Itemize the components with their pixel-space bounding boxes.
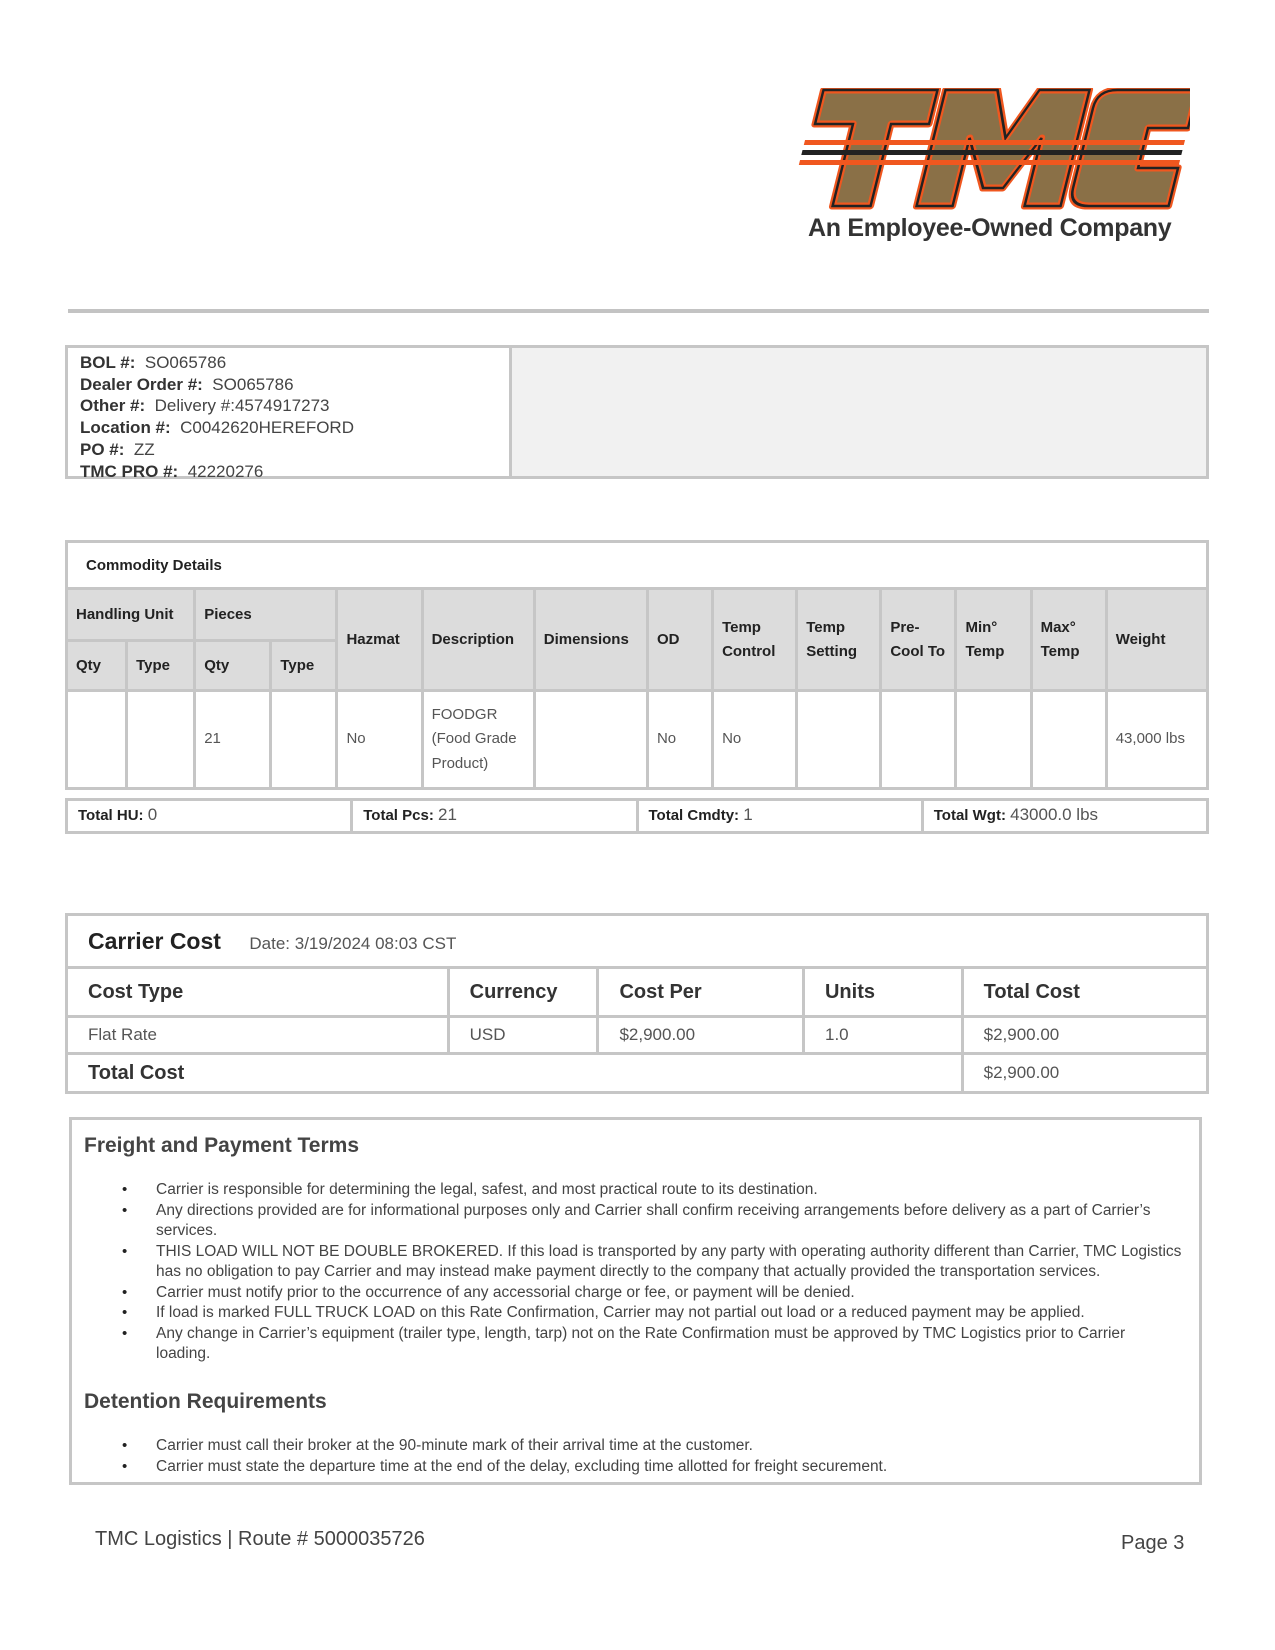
header-divider [68, 309, 1209, 313]
th-pc-type: Type [271, 641, 337, 691]
cost-per-value: $2,900.00 [598, 1017, 804, 1054]
ref-bol: BOL #: SO065786 [80, 353, 227, 372]
cell-temp-setting [797, 691, 881, 789]
th-hu-qty: Qty [67, 641, 127, 691]
cell-pc-type [271, 691, 337, 789]
cost-row [67, 1017, 1208, 1054]
carrier-cost-table [65, 913, 1209, 1094]
commodity-row [67, 691, 1208, 789]
freight-term-item: • Any change in Carrier’s equipment (trailer type, length, tarp) not on the Rate Confirmation must be approved by TMC Logistics prior to Carrier loading. [72, 1324, 1182, 1365]
cell-min-temp [956, 691, 1031, 789]
footer-route: TMC Logistics | Route # 5000035726 [95, 1528, 425, 1550]
cell-hu-qty [67, 691, 127, 789]
carrier-cost-title: Carrier Cost [88, 927, 221, 954]
grand-total-label: Total Cost [67, 1054, 963, 1093]
cell-hu-type [127, 691, 195, 789]
cell-pre-cool [881, 691, 956, 789]
detention-item: • Carrier must call their broker at the 90-minute mark of their arrival time at the customer. [72, 1436, 1182, 1457]
commodity-table [65, 540, 1209, 790]
total-cmdty: Total Cmdty: 1 [639, 801, 924, 831]
cell-description: FOODGR (Food Grade Product) [422, 691, 534, 789]
freight-term-item: • Carrier must notify prior to the occurrence of any accessorial charge or fee, or payment will be denied. [72, 1283, 1182, 1304]
detention-title: Detention Requirements [84, 1390, 327, 1413]
grand-total-value: $2,900.00 [962, 1054, 1207, 1093]
th-weight: Weight [1106, 589, 1207, 691]
reference-list [68, 348, 512, 481]
th-od: OD [647, 589, 712, 691]
col-cost-per: Cost Per [598, 968, 804, 1017]
carrier-cost-date: Date: 3/19/2024 08:03 CST [249, 933, 457, 953]
th-hu-type: Type [127, 641, 195, 691]
col-units: Units [803, 968, 962, 1017]
col-cost-type: Cost Type [67, 968, 449, 1017]
ref-dealer-order: Dealer Order #: SO065786 [80, 374, 294, 394]
cost-type-value: Flat Rate [67, 1017, 449, 1054]
ref-other: Other #: Delivery #:4574917273 [80, 396, 330, 416]
freight-term-item: • Any directions provided are for informational purposes only and Carrier shall confirm receiving arrangements before delivery as a part of Carrier’s services. [72, 1201, 1182, 1242]
freight-terms-list [72, 1180, 1182, 1365]
th-max-temp: Max° Temp [1031, 589, 1106, 691]
cell-pc-qty: 21 [195, 691, 271, 789]
th-pre-cool: Pre-Cool To [881, 589, 956, 691]
freight-term-item: • If load is marked FULL TRUCK LOAD on this Rate Confirmation, Carrier may not partial out load or a reduced payment may be applied. [72, 1303, 1182, 1324]
cell-max-temp [1031, 691, 1106, 789]
cell-hazmat: No [337, 691, 422, 789]
freight-terms-title: Freight and Payment Terms [84, 1134, 360, 1157]
total-wgt: Total Wgt: 43000.0 lbs [933, 805, 1099, 824]
ref-location: Location #: C0042620HEREFORD [80, 418, 354, 438]
ref-po: PO #: ZZ [80, 439, 155, 459]
th-pc-qty: Qty [195, 641, 271, 691]
th-pieces: Pieces [195, 589, 337, 641]
page-number: Page 3 [1121, 1532, 1185, 1554]
cell-temp-control: No [713, 691, 797, 789]
th-temp-control: Temp Control [713, 589, 797, 691]
col-total-cost: Total Cost [962, 968, 1207, 1017]
cell-dimensions [534, 691, 647, 789]
reference-box [65, 345, 1209, 479]
freight-term-item: • THIS LOAD WILL NOT BE DOUBLE BROKERED. If this load is transported by any party with operating authority different than Carrier, TMC Logistics has no obligation to pay Carrier and may instead make payment directly to the company that actually provided the transportation services. [72, 1242, 1182, 1283]
detention-list [72, 1436, 1182, 1477]
ref-tmc-pro: TMC PRO #: 42220276 [80, 461, 264, 481]
col-currency: Currency [448, 968, 598, 1017]
th-hazmat: Hazmat [337, 589, 422, 691]
th-dimensions: Dimensions [534, 589, 647, 691]
reference-blank-panel [512, 348, 1206, 476]
terms-box [69, 1117, 1202, 1485]
th-min-temp: Min° Temp [956, 589, 1031, 691]
th-handling-unit: Handling Unit [67, 589, 195, 641]
freight-term-item: • Carrier is responsible for determining the legal, safest, and most practical route to its destination. [72, 1180, 1182, 1201]
currency-value: USD [448, 1017, 598, 1054]
total-hu: Total HU: 0 [68, 801, 353, 831]
detention-item: • Carrier must state the departure time at the end of the delay, excluding time allotted for freight securement. [72, 1457, 1182, 1478]
logo-tagline: An Employee-Owned Company [808, 214, 1172, 242]
th-description: Description [422, 589, 534, 691]
th-temp-setting: Temp Setting [797, 589, 881, 691]
units-value: 1.0 [803, 1017, 962, 1054]
commodity-title: Commodity Details [67, 542, 1208, 589]
commodity-totals [65, 798, 1209, 834]
cell-weight: 43,000 lbs [1106, 691, 1207, 789]
carrier-cost-header [67, 915, 1208, 968]
total-pcs: Total Pcs: 21 [353, 801, 638, 831]
total-cost-value: $2,900.00 [962, 1017, 1207, 1054]
cell-od: No [647, 691, 712, 789]
